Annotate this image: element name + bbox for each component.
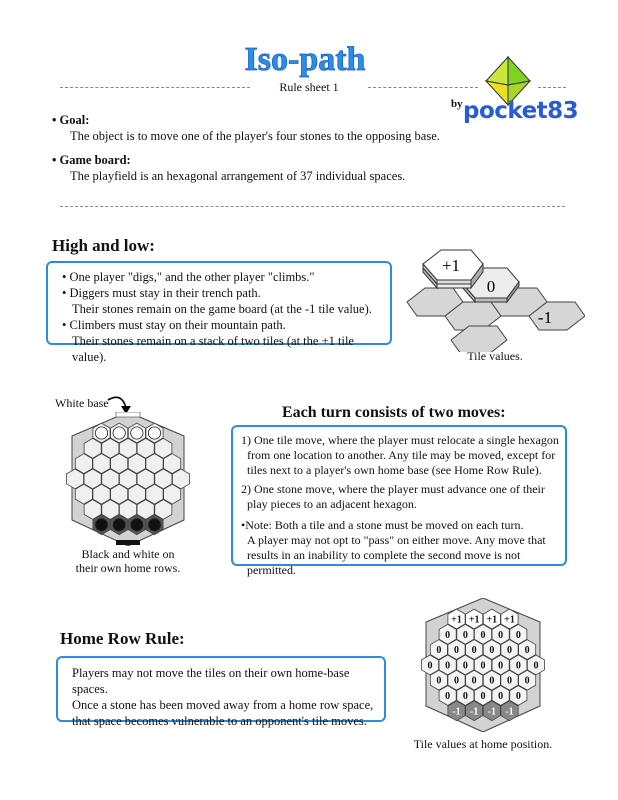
tile-value: -1 [505, 706, 514, 718]
tile-value: 0 [533, 660, 539, 672]
white-stone [131, 427, 143, 439]
tile-value: 0 [498, 691, 504, 702]
tile-value: +1 [451, 614, 462, 626]
goal-text: The object is to move one of the player's four stones to the opposing base. [70, 129, 440, 143]
black-stone [148, 519, 160, 531]
list-item: • One player "digs," and the other player "climbs." [62, 270, 315, 284]
tile-label-minus: -1 [537, 308, 553, 327]
tile-value: 0 [480, 691, 486, 702]
tile-value: 0 [507, 675, 513, 687]
tile-value: 0 [436, 675, 442, 687]
tile-label-zero: 0 [486, 277, 496, 296]
tile-value: 0 [515, 629, 521, 641]
tile-value: 0 [480, 629, 486, 641]
board-caption-2: their own home rows. [75, 561, 181, 575]
board-caption-1: Black and white on [81, 547, 175, 561]
home-values-diagram [414, 598, 552, 732]
goal-section [52, 113, 552, 144]
tile-value: 0 [524, 675, 530, 687]
home-row-box [56, 656, 386, 728]
goal-heading: Goal: [59, 113, 90, 127]
white-base-label: White base [55, 396, 109, 410]
tile-value: 0 [498, 660, 504, 672]
move2-line: play pieces to an adjacent hexagon. [247, 497, 417, 511]
turn-box [231, 425, 567, 577]
tile-value: 0 [480, 660, 486, 672]
game-board-diagram [58, 412, 198, 546]
tile-value: -1 [487, 706, 497, 718]
tile-value: +1 [468, 614, 480, 626]
divider-right-b [538, 87, 566, 88]
tile-value: 0 [445, 660, 451, 672]
home-values-caption: Tile values at home position. [413, 737, 553, 751]
tile-value: 0 [462, 691, 468, 702]
black-stone [95, 519, 107, 531]
bullet-icon: • [52, 153, 60, 167]
tile-value: 0 [445, 691, 451, 702]
tile-value: +1 [486, 614, 498, 626]
tile-value: 0 [427, 660, 433, 672]
white-stone [148, 427, 160, 439]
tile-values-diagram [405, 240, 585, 352]
tile-value: 0 [515, 660, 521, 672]
by-label: by [451, 98, 463, 110]
tile-value: 0 [453, 645, 459, 657]
tile-label-plus: +1 [441, 256, 461, 275]
high-low-title: High and low: [52, 236, 155, 255]
tile-value: 0 [471, 675, 477, 687]
move1-line: from one location to another. Any tile may be moved, except for [247, 448, 556, 462]
list-item: Their stones remain on the game board (at the -1 tile value). [72, 302, 372, 316]
note-line: •Note: Both a tile and a stone must be moved on each turn. [241, 518, 524, 532]
tile-value: +1 [504, 614, 515, 626]
sheet-label: Rule sheet 1 [279, 80, 339, 94]
tile-value: 0 [471, 645, 477, 657]
tile-value: 0 [489, 645, 495, 657]
tile-value: 0 [515, 691, 521, 702]
tile-value: 0 [436, 645, 442, 657]
tile-value: 0 [498, 629, 504, 641]
tile-value: -1 [452, 706, 461, 718]
move1-line: tiles next to a player's own home base (see Home Row Rule). [247, 463, 542, 477]
divider-right-a [368, 87, 478, 88]
tile-value: 0 [462, 629, 468, 641]
divider-left [60, 87, 250, 88]
black-stone [131, 519, 143, 531]
high-low-box [46, 261, 392, 364]
tile-value: -1 [469, 706, 479, 718]
turn-title: Each turn consists of two moves: [282, 404, 506, 421]
note-line: results in an inability to complete the second move is not permitted. [247, 548, 521, 577]
board-section [52, 153, 552, 184]
tile-value: 0 [462, 660, 468, 672]
list-item: • Climbers must stay on their mountain path. [62, 318, 286, 332]
tile-value: 0 [507, 645, 513, 657]
list-item: • Diggers must stay in their trench path. [62, 286, 261, 300]
brand-name: pocket83 [463, 98, 579, 124]
list-item: Their stones remain on a stack of two tiles (at the +1 tile value). [72, 334, 354, 364]
board-heading: Game board: [59, 153, 131, 167]
home-row-line: Once a stone has been moved away from a home row space, [72, 698, 374, 712]
tile-value: 0 [445, 629, 451, 641]
title-logo [200, 40, 410, 78]
home-row-line: that space becomes vulnerable to an opponent's tile moves. [72, 714, 367, 728]
note-line: A player may not opt to "pass" on either move. Any move that [247, 533, 546, 547]
tile-value: 0 [453, 675, 459, 687]
white-stone [95, 427, 107, 439]
title-text: Iso-path [244, 41, 366, 78]
white-stone [113, 427, 125, 439]
divider-full [60, 206, 565, 207]
home-row-line: Players may not move the tiles on their own home-base spaces. [72, 666, 350, 696]
move1-line: 1) One tile move, where the player must relocate a single hexagon [241, 433, 559, 447]
tile-value: 0 [524, 645, 530, 657]
bullet-icon: • [52, 113, 60, 127]
home-row-title: Home Row Rule: [60, 629, 185, 648]
tile-value: 0 [489, 675, 495, 687]
board-text: The playfield is an hexagonal arrangement of 37 individual spaces. [70, 169, 406, 183]
tile-values-caption: Tile values. [467, 349, 523, 363]
black-stone [113, 519, 125, 531]
move2-line: 2) One stone move, where the player must advance one of their [241, 482, 545, 496]
